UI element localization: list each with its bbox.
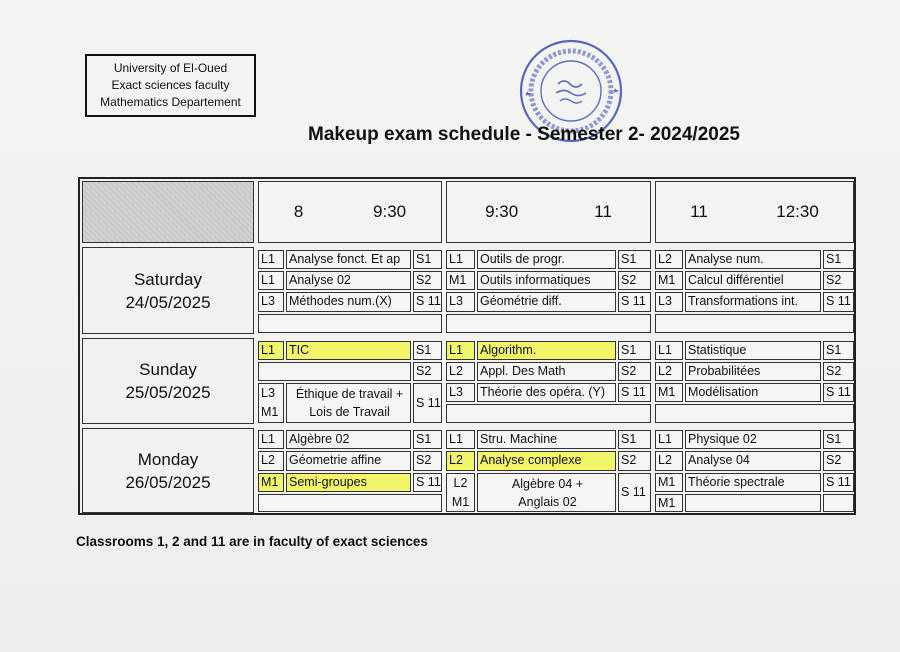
mon-s3-r3-room: S 11 bbox=[823, 473, 854, 492]
institution-line2: Exact sciences faculty bbox=[111, 78, 230, 92]
sat-s3-r3-subject: Transformations int. bbox=[685, 292, 821, 312]
mon-s2-r1-subject: Stru. Machine bbox=[477, 430, 616, 449]
day-sunday bbox=[82, 338, 254, 424]
day-name: Sunday bbox=[139, 360, 197, 379]
sun-s3-r2-subject: Probabilitées bbox=[685, 362, 821, 381]
sun-s1-r2-empty bbox=[258, 362, 411, 381]
sat-s3-r1-level: L2 bbox=[655, 250, 683, 269]
mon-s1-empty-row bbox=[258, 494, 442, 512]
mon-s2-r3-room: S 11 bbox=[618, 473, 651, 512]
sun-s2-r1-level: L1 bbox=[446, 341, 475, 360]
mon-s1-r1-level: L1 bbox=[258, 430, 284, 449]
sat-s1-r2-level: L1 bbox=[258, 271, 284, 290]
mon-s1-r1-room: S1 bbox=[413, 430, 442, 449]
sun-s2-r3-room: S 11 bbox=[618, 383, 651, 402]
sat-s1-empty-row bbox=[258, 314, 442, 333]
sat-s3-r1-room: S1 bbox=[823, 250, 854, 269]
sun-s1-r2-room: S2 bbox=[413, 362, 442, 381]
sun-s3-r2-room: S2 bbox=[823, 362, 854, 381]
sat-s1-r3-level: L3 bbox=[258, 292, 284, 312]
sat-s2-r2-subject: Outils informatiques bbox=[477, 271, 616, 290]
day-name: Monday bbox=[137, 449, 199, 469]
sun-s2-r3-level: L3 bbox=[446, 383, 475, 402]
mon-s2-r1-room: S1 bbox=[618, 430, 651, 449]
sat-s2-r3-subject: Géométrie diff. bbox=[477, 292, 616, 312]
mon-s1-r3-level: M1 bbox=[258, 473, 284, 492]
sun-s3-r3-subject: Modélisation bbox=[685, 383, 821, 402]
sat-s3-r3-level: L3 bbox=[655, 292, 683, 312]
mon-s3-r4-level: M1 bbox=[655, 494, 683, 512]
day-monday bbox=[82, 428, 254, 513]
sat-s2-r1-subject: Outils de progr. bbox=[477, 250, 616, 269]
sat-s1-r1-room: S1 bbox=[413, 250, 442, 269]
sat-s1-r2-subject: Analyse 02 bbox=[286, 271, 411, 290]
sun-s1-r3-subject bbox=[286, 383, 411, 423]
mon-s1-r2-subject: Géometrie affine bbox=[286, 451, 411, 471]
footer-note: Classrooms 1, 2 and 11 are in faculty of exact sciences bbox=[76, 534, 428, 549]
sat-s3-r2-level: M1 bbox=[655, 271, 683, 290]
day-date: 25/05/2025 bbox=[125, 383, 211, 402]
slot-header-1 bbox=[258, 181, 442, 243]
sat-s2-r2-room: S2 bbox=[618, 271, 651, 290]
mon-s1-r2-room: S2 bbox=[413, 451, 442, 471]
subject-line: Algèbre 04 + bbox=[511, 476, 584, 491]
slot-2-end: 11 bbox=[594, 202, 612, 221]
sun-s1-r1-room: S1 bbox=[413, 341, 442, 360]
mon-s3-r4-room bbox=[823, 494, 854, 512]
sun-s3-r1-room: S1 bbox=[823, 341, 854, 360]
sat-s1-r3-room: S 11 bbox=[413, 292, 442, 312]
schedule-table bbox=[78, 177, 856, 515]
subject-line: Lois de Travail bbox=[309, 405, 390, 419]
institution-box bbox=[85, 54, 256, 117]
mon-s3-r1-subject: Physique 02 bbox=[685, 430, 821, 449]
table-corner bbox=[82, 181, 254, 243]
sat-s3-r3-room: S 11 bbox=[823, 292, 854, 312]
mon-s2-r2-subject: Analyse complexe bbox=[477, 451, 616, 471]
mon-s2-r2-room: S2 bbox=[618, 451, 651, 471]
subject-line: Anglais 02 bbox=[518, 494, 577, 509]
institution-line3: Mathematics Departement bbox=[100, 95, 241, 109]
slot-header-2 bbox=[446, 181, 651, 243]
mon-s3-r3-subject: Théorie spectrale bbox=[685, 473, 821, 492]
sat-s1-r1-subject: Analyse fonct. Et ap bbox=[286, 250, 411, 269]
mon-s2-r1-level: L1 bbox=[446, 430, 475, 449]
mon-s3-r3-level: M1 bbox=[655, 473, 683, 492]
sun-s3-r3-level: M1 bbox=[655, 383, 683, 402]
subject-line: Éthique de travail + bbox=[295, 387, 404, 401]
mon-s3-r1-room: S1 bbox=[823, 430, 854, 449]
sat-s3-r2-subject: Calcul différentiel bbox=[685, 271, 821, 290]
sun-s2-r2-level: L2 bbox=[446, 362, 475, 381]
sat-s2-r1-level: L1 bbox=[446, 250, 475, 269]
sun-s2-empty-row bbox=[446, 404, 651, 423]
slot-3-start: 11 bbox=[690, 202, 708, 221]
sun-s2-r2-subject: Appl. Des Math bbox=[477, 362, 616, 381]
level: L2 bbox=[453, 476, 468, 490]
sun-s2-r2-room: S2 bbox=[618, 362, 651, 381]
mon-s2-r3-subject bbox=[477, 473, 616, 512]
sun-s3-r3-room: S 11 bbox=[823, 383, 854, 402]
sat-s1-r2-room: S2 bbox=[413, 271, 442, 290]
sun-s2-r3-subject: Théorie des opéra. (Y) bbox=[477, 383, 616, 402]
mon-s3-r2-room: S2 bbox=[823, 451, 854, 471]
sat-s1-r1-level: L1 bbox=[258, 250, 284, 269]
sat-s2-r3-room: S 11 bbox=[618, 292, 651, 312]
slot-2-start: 9:30 bbox=[485, 202, 519, 221]
sat-s3-r2-room: S2 bbox=[823, 271, 854, 290]
sun-s3-r1-subject: Statistique bbox=[685, 341, 821, 360]
sat-s3-empty-row bbox=[655, 314, 854, 333]
sat-s1-r3-subject: Méthodes num.(X) bbox=[286, 292, 411, 312]
day-date: 26/05/2025 bbox=[125, 472, 211, 492]
sat-s2-empty-row bbox=[446, 314, 651, 333]
mon-s3-r1-level: L1 bbox=[655, 430, 683, 449]
sat-s3-r1-subject: Analyse num. bbox=[685, 250, 821, 269]
mon-s2-r3-levels bbox=[446, 473, 475, 512]
sat-s2-r1-room: S1 bbox=[618, 250, 651, 269]
day-saturday bbox=[82, 247, 254, 334]
mon-s2-r2-level: L2 bbox=[446, 451, 475, 471]
sun-s1-r1-level: L1 bbox=[258, 341, 284, 360]
sun-s3-r1-level: L1 bbox=[655, 341, 683, 360]
level: L3 bbox=[261, 386, 275, 400]
sun-s2-r1-subject: Algorithm. bbox=[477, 341, 616, 360]
sat-s2-r3-level: L3 bbox=[446, 292, 475, 312]
sun-s1-r1-subject: TIC bbox=[286, 341, 411, 360]
institution-line1: University of El-Oued bbox=[113, 61, 228, 75]
day-name: Saturday bbox=[133, 269, 203, 289]
mon-s1-r3-room: S 11 bbox=[413, 473, 442, 492]
sun-s2-r1-room: S1 bbox=[618, 341, 651, 360]
sat-s2-r2-level: M1 bbox=[446, 271, 475, 290]
sun-s1-r3-levels bbox=[258, 383, 284, 423]
sun-s3-empty-row bbox=[655, 404, 854, 423]
mon-s1-r3-subject: Semi-groupes bbox=[286, 473, 411, 492]
level: M1 bbox=[451, 495, 470, 509]
mon-s3-r2-level: L2 bbox=[655, 451, 683, 471]
day-date: 24/05/2025 bbox=[125, 292, 211, 312]
mon-s1-r2-level: L2 bbox=[258, 451, 284, 471]
slot-1-start: 8 bbox=[293, 202, 304, 221]
slot-header-3 bbox=[655, 181, 854, 243]
page-title: Makeup exam schedule - Semester 2- 2024/2025 bbox=[308, 124, 740, 145]
slot-3-end: 12:30 bbox=[776, 202, 819, 221]
slot-1-end: 9:30 bbox=[373, 202, 407, 221]
mon-s3-r2-subject: Analyse 04 bbox=[685, 451, 821, 471]
sun-s3-r2-level: L2 bbox=[655, 362, 683, 381]
mon-s3-r4-subject bbox=[685, 494, 821, 512]
level: M1 bbox=[261, 405, 279, 419]
mon-s1-r1-subject: Algèbre 02 bbox=[286, 430, 411, 449]
sun-s1-r3-room: S 11 bbox=[413, 383, 442, 423]
